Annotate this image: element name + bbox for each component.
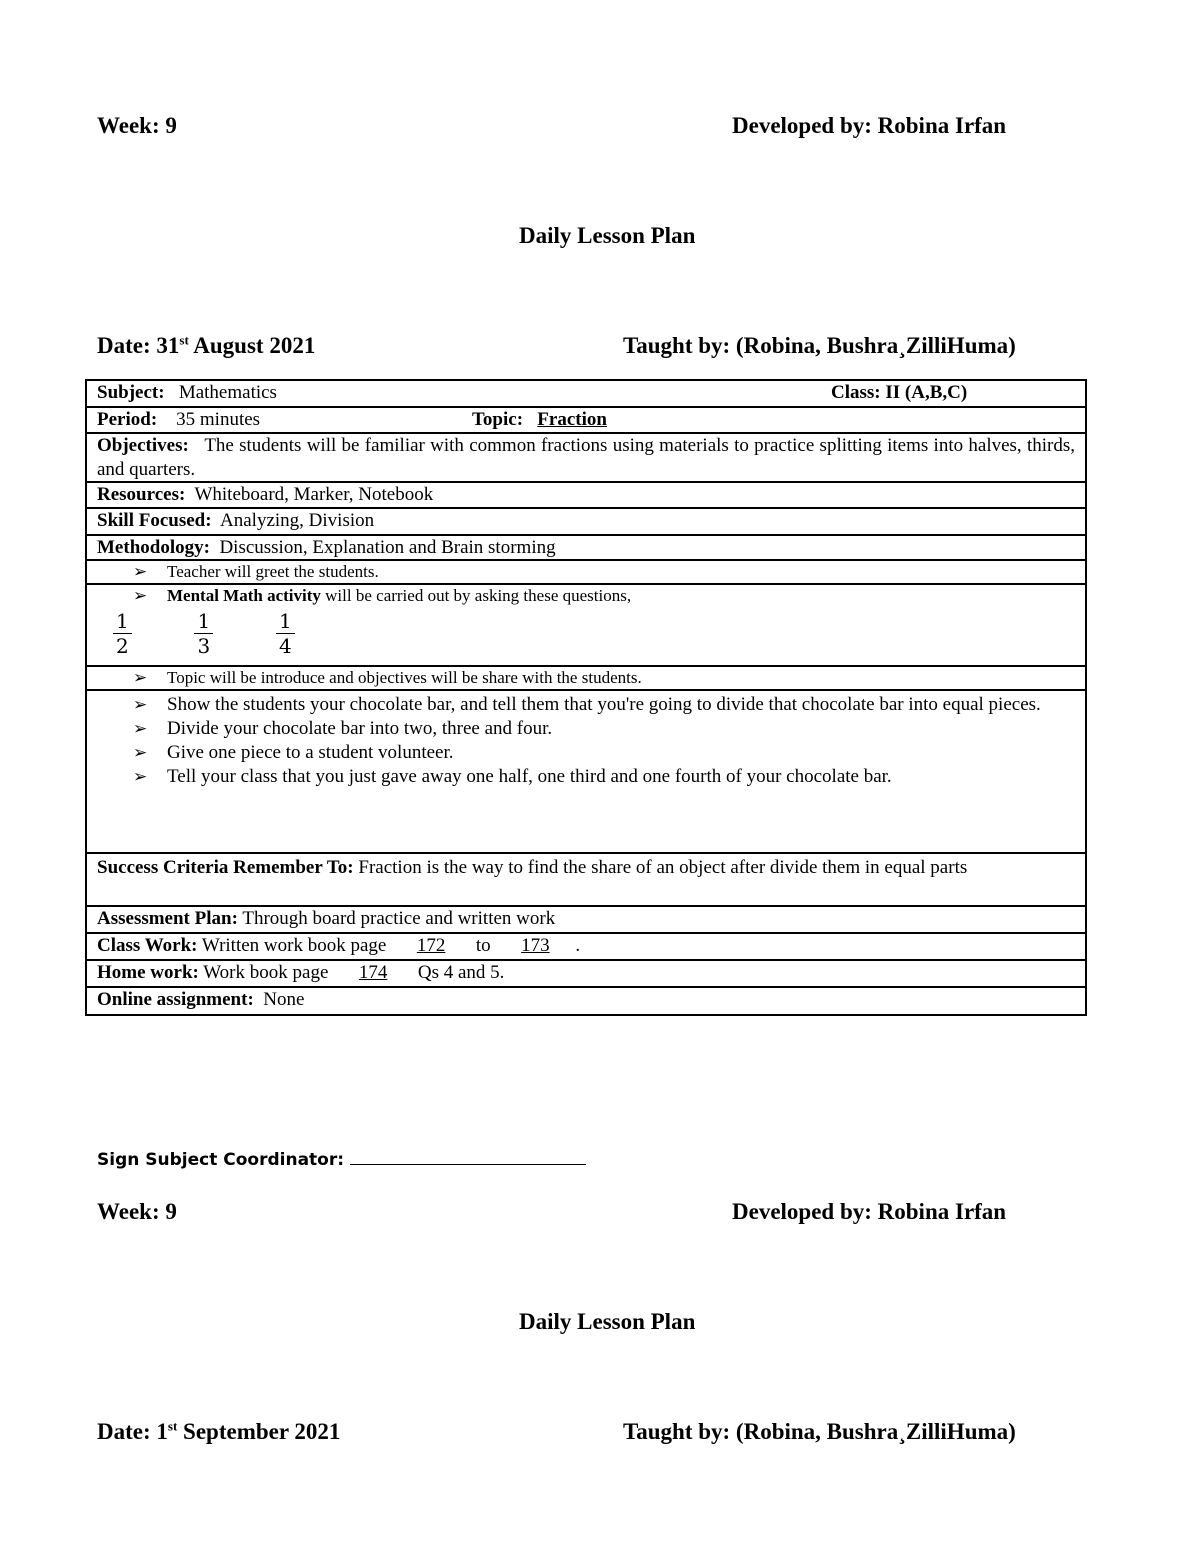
period-value: 35 minutes	[176, 409, 261, 430]
bullet-arrow-icon: ➢	[133, 586, 148, 605]
activity-item: ➢ Give one piece to a student volunteer.	[133, 742, 454, 763]
page-title: Daily Lesson Plan	[519, 223, 696, 248]
activity-item: ➢ Tell your class that you just gave away one half, one third and one fourth of your chocolate bar.	[133, 766, 892, 787]
classwork-row: Class Work: Written work book page 172 to 173 .	[87, 934, 1085, 961]
online-assignment-row: Online assignment: None	[97, 989, 305, 1010]
fraction-half: $\frac{1}{2}$	[113, 609, 132, 658]
activity-item: ➢ Divide your chocolate bar into two, three and four.	[133, 718, 553, 739]
developed-by-2: Developed by: Robina Irfan	[732, 1199, 1007, 1224]
step-greet: ➢ Teacher will greet the students.	[87, 561, 1085, 585]
period-row	[87, 408, 1085, 434]
resources-row: Resources: Whiteboard, Marker, Notebook	[87, 483, 1085, 509]
activity-item: ➢ Show the students your chocolate bar, and tell them that you're going to divide that chocolate bar into equal pieces.	[133, 694, 1041, 715]
topic: Topic: Fraction	[472, 409, 607, 430]
bullet-arrow-icon: ➢	[133, 767, 148, 786]
signature-line	[350, 1164, 586, 1165]
classwork-from: 172	[416, 935, 446, 956]
homework-page: 174	[358, 962, 388, 983]
developed-by: Developed by: Robina Irfan	[732, 113, 1007, 138]
taught-by: Taught by: (Robina, Bushra¸ZilliHuma)	[623, 333, 1016, 358]
bullet-arrow-icon: ➢	[133, 743, 148, 762]
step-topic-intro: ➢ Topic will be introduce and objectives will be share with the students.	[87, 667, 1085, 691]
class-label: Class: II (A,B,C)	[831, 382, 968, 403]
bullet-arrow-icon: ➢	[133, 668, 148, 687]
taught-by-2: Taught by: (Robina, Bushra¸ZilliHuma)	[623, 1419, 1016, 1444]
fraction-third: $\frac{1}{3}$	[194, 609, 213, 658]
classwork-to: 173	[521, 935, 550, 956]
fraction-quarter: $\frac{1}{4}$	[276, 609, 295, 658]
subject-value: Mathematics	[178, 382, 277, 403]
step-mental-math: ➢ Mental Math activity will be carried out by asking these questions, $\frac{1}{2}$ $\frac{1}{3}$ $\frac{1}{4}$	[87, 585, 1085, 667]
bullet-arrow-icon: ➢	[133, 719, 148, 738]
activity-steps	[87, 691, 1085, 854]
subject-label: Subject:	[97, 382, 165, 403]
success-criteria-row: Success Criteria Remember To: Fraction is the way to find the share of an object after divide them in equal parts	[87, 854, 1085, 907]
methodology-row: Methodology: Discussion, Explanation and Brain storming	[87, 536, 1085, 561]
skill-row: Skill Focused: Analyzing, Division	[87, 509, 1085, 536]
fraction-list	[97, 607, 1075, 660]
assessment-row: Assessment Plan: Through board practice and written work	[87, 907, 1085, 934]
week-label: Week: 9	[97, 113, 177, 138]
date-label-2: Date: 1st September 2021	[97, 1418, 341, 1444]
lesson-plan-table	[85, 379, 1087, 1016]
period-label: Period:	[97, 409, 158, 430]
sign-coordinator: Sign Subject Coordinator:	[97, 1150, 586, 1170]
bullet-arrow-icon: ➢	[133, 562, 148, 581]
week-label-2: Week: 9	[97, 1199, 177, 1224]
homework-row: Home work: Work book page 174 Qs 4 and 5.	[87, 961, 1085, 988]
page-title-2: Daily Lesson Plan	[519, 1309, 696, 1334]
bullet-arrow-icon: ➢	[133, 695, 148, 714]
objectives-value: The students will be familiar with common fractions using materials to practice splitting items into halves, thirds, and quarters.	[97, 435, 1075, 480]
objectives-row	[87, 434, 1085, 483]
objectives-label: Objectives:	[97, 435, 189, 456]
date-label: Date: 31st August 2021	[97, 332, 316, 358]
subject-row	[87, 381, 1085, 408]
